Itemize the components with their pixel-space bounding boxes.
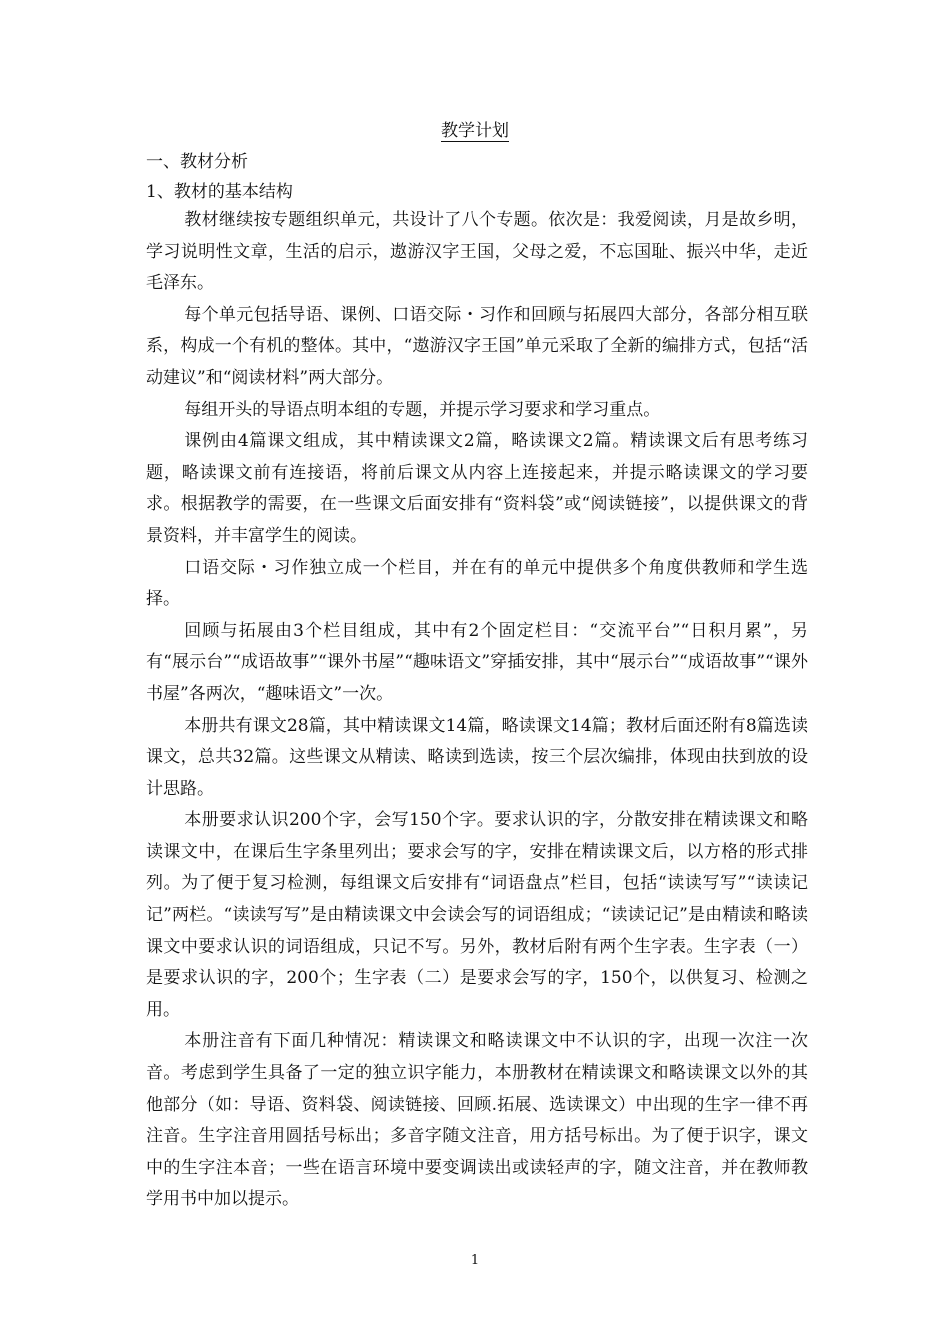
section-heading: 一、教材分析	[146, 152, 248, 172]
paragraph: 本册共有课文28篇，其中精读课文14篇，略读课文14篇；教材后面还附有8篇选读课文，总共32篇。这些课文从精读、略读到选读，按三个层次编排，体现由扶到放的设计思路。	[146, 715, 808, 799]
paragraph: 本册注音有下面几种情况：精读课文和略读课文中不认识的字，出现一次注一次音。考虑到学生具备了一定的独立识字能力，本册教材在精读课文和略读课文以外的其他部分（如：导语、资料袋、阅读链接、回顾.拓展、选读课文）中出现的生字一律不再注音。生字注音用圆括号标出；多音字随文注音，用方括号标出。为了便于识字，课文中的生字注本音；一些在语言环境中要变调读出或读轻声的字，随文注音，并在教师教学用书中加以提示。	[146, 1031, 808, 1210]
page-number: 1	[470, 1253, 480, 1268]
body-text	[146, 205, 808, 1216]
paragraph: 教材继续按专题组织单元，共设计了八个专题。依次是：我爱阅读，月是故乡明，学习说明性文章，生活的启示，遨游汉字王国，父母之爱，不忘国耻、振兴中华，走近毛泽东。	[146, 210, 808, 294]
paragraph: 每个单元包括导语、课例、口语交际・习作和回顾与拓展四大部分，各部分相互联系，构成一个有机的整体。其中，“遨游汉字王国”单元采取了全新的编排方式，包括“活动建议”和“阅读材料”两大部分。	[146, 304, 808, 388]
page-title-text: 教学计划	[441, 121, 509, 141]
paragraph: 口语交际・习作独立成一个栏目，并在有的单元中提供多个角度供教师和学生选择。	[146, 557, 808, 610]
page-title	[0, 118, 950, 144]
paragraph: 每组开头的导语点明本组的专题，并提示学习要求和学习重点。	[184, 399, 661, 420]
paragraph: 课例由4篇课文组成，其中精读课文2篇，略读课文2篇。精读课文后有思考练习题，略读课文前有连接语，将前后课文从内容上连接起来，并提示略读课文的学习要求。根据教学的需要，在一些课文后面安排有“资料袋”或“阅读链接”，以提供课文的背景资料，并丰富学生的阅读。	[146, 431, 808, 546]
paragraph: 本册要求认识200个字，会写150个字。要求认识的字，分散安排在精读课文和略读课文中，在课后生字条里列出；要求会写的字，安排在精读课文后，以方格的形式排列。为了便于复习检测，每组课文后安排有“词语盘点”栏目，包括“读读写写”“读读记记”两栏。“读读写写”是由精读课文中会读会写的词语组成；“读读记记”是由精读和略读课文中要求认识的词语组成，只记不写。另外，教材后附有两个生字表。生字表（一）是要求认识的字，200个；生字表（二）是要求会写的字，150个，以供复习、检测之用。	[146, 810, 808, 1020]
paragraph: 回顾与拓展由3个栏目组成，其中有2个固定栏目：“交流平台”“日积月累”，另有“展示台”“成语故事”“课外书屋”“趣味语文”穿插安排，其中“展示台”“成语故事”“课外书屋”各两次，“趣味语文”一次。	[146, 620, 808, 704]
subsection-heading: 1、教材的基本结构	[146, 182, 293, 202]
